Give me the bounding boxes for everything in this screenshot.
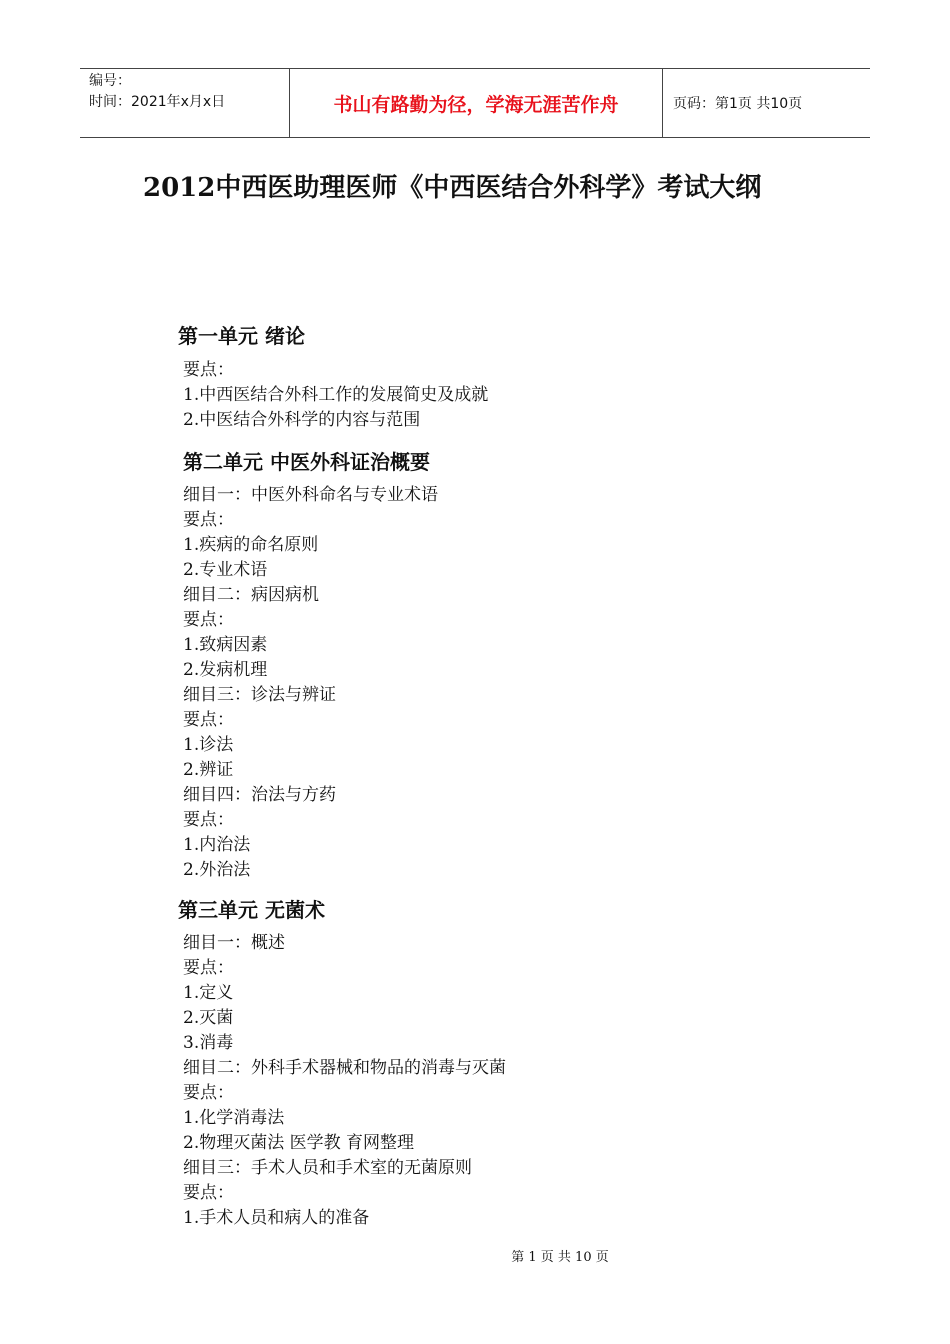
header-table — [80, 68, 870, 138]
list-item: 要点： — [183, 510, 234, 530]
list-item: 要点： — [183, 610, 234, 630]
list-item: 要点： — [183, 710, 234, 730]
list-item: 细目二：外科手术器械和物品的消毒与灭菌 — [183, 1058, 506, 1078]
list-item: 1.手术人员和病人的准备 — [183, 1208, 370, 1228]
document-title: 2012中西医助理医师《中西医结合外科学》考试大纲 — [143, 173, 762, 203]
list-item: 3.消毒 — [183, 1033, 234, 1053]
unit-heading: 第一单元 绪论 — [178, 324, 305, 348]
page-label: 页码：第1页 共10页 — [673, 96, 803, 112]
list-item: 2.发病机理 — [183, 660, 268, 680]
list-item: 要点： — [183, 1083, 234, 1103]
list-item: 2.辨证 — [183, 760, 234, 780]
time-label: 时间：2021年x月x日 — [89, 94, 226, 110]
number-label: 编号： — [89, 73, 131, 89]
list-item: 要点： — [183, 360, 234, 380]
list-item: 2.中医结合外科学的内容与范围 — [183, 410, 421, 430]
list-item: 1.疾病的命名原则 — [183, 535, 319, 555]
list-item: 1.诊法 — [183, 735, 234, 755]
list-item: 1.定义 — [183, 983, 234, 1003]
list-item: 要点： — [183, 810, 234, 830]
list-item: 细目一：中医外科命名与专业术语 — [183, 485, 438, 505]
header-page — [663, 69, 870, 137]
list-item: 1.致病因素 — [183, 635, 268, 655]
unit-heading: 第二单元 中医外科证治概要 — [183, 450, 430, 474]
list-item: 2.物理灭菌法 医学教 育网整理 — [183, 1133, 415, 1153]
list-item: 细目四：治法与方药 — [183, 785, 336, 805]
list-item: 细目三：诊法与辨证 — [183, 685, 336, 705]
list-item: 细目三：手术人员和手术室的无菌原则 — [183, 1158, 472, 1178]
list-item: 2.专业术语 — [183, 560, 268, 580]
list-item: 2.外治法 — [183, 860, 251, 880]
list-item: 要点： — [183, 1183, 234, 1203]
list-item: 1.内治法 — [183, 835, 251, 855]
list-item: 细目二：病因病机 — [183, 585, 319, 605]
list-item: 1.中西医结合外科工作的发展简史及成就 — [183, 385, 489, 405]
list-item: 1.化学消毒法 — [183, 1108, 285, 1128]
list-item: 细目一：概述 — [183, 933, 285, 953]
motto-text: 书山有路勤为径，学海无涯苦作舟 — [333, 93, 619, 116]
list-item: 要点： — [183, 958, 234, 978]
page-footer: 第 1 页 共 10 页 — [511, 1250, 609, 1265]
unit-heading: 第三单元 无菌术 — [178, 898, 325, 922]
header-motto — [290, 69, 663, 137]
list-item: 2.灭菌 — [183, 1008, 234, 1028]
header-meta — [80, 69, 290, 137]
